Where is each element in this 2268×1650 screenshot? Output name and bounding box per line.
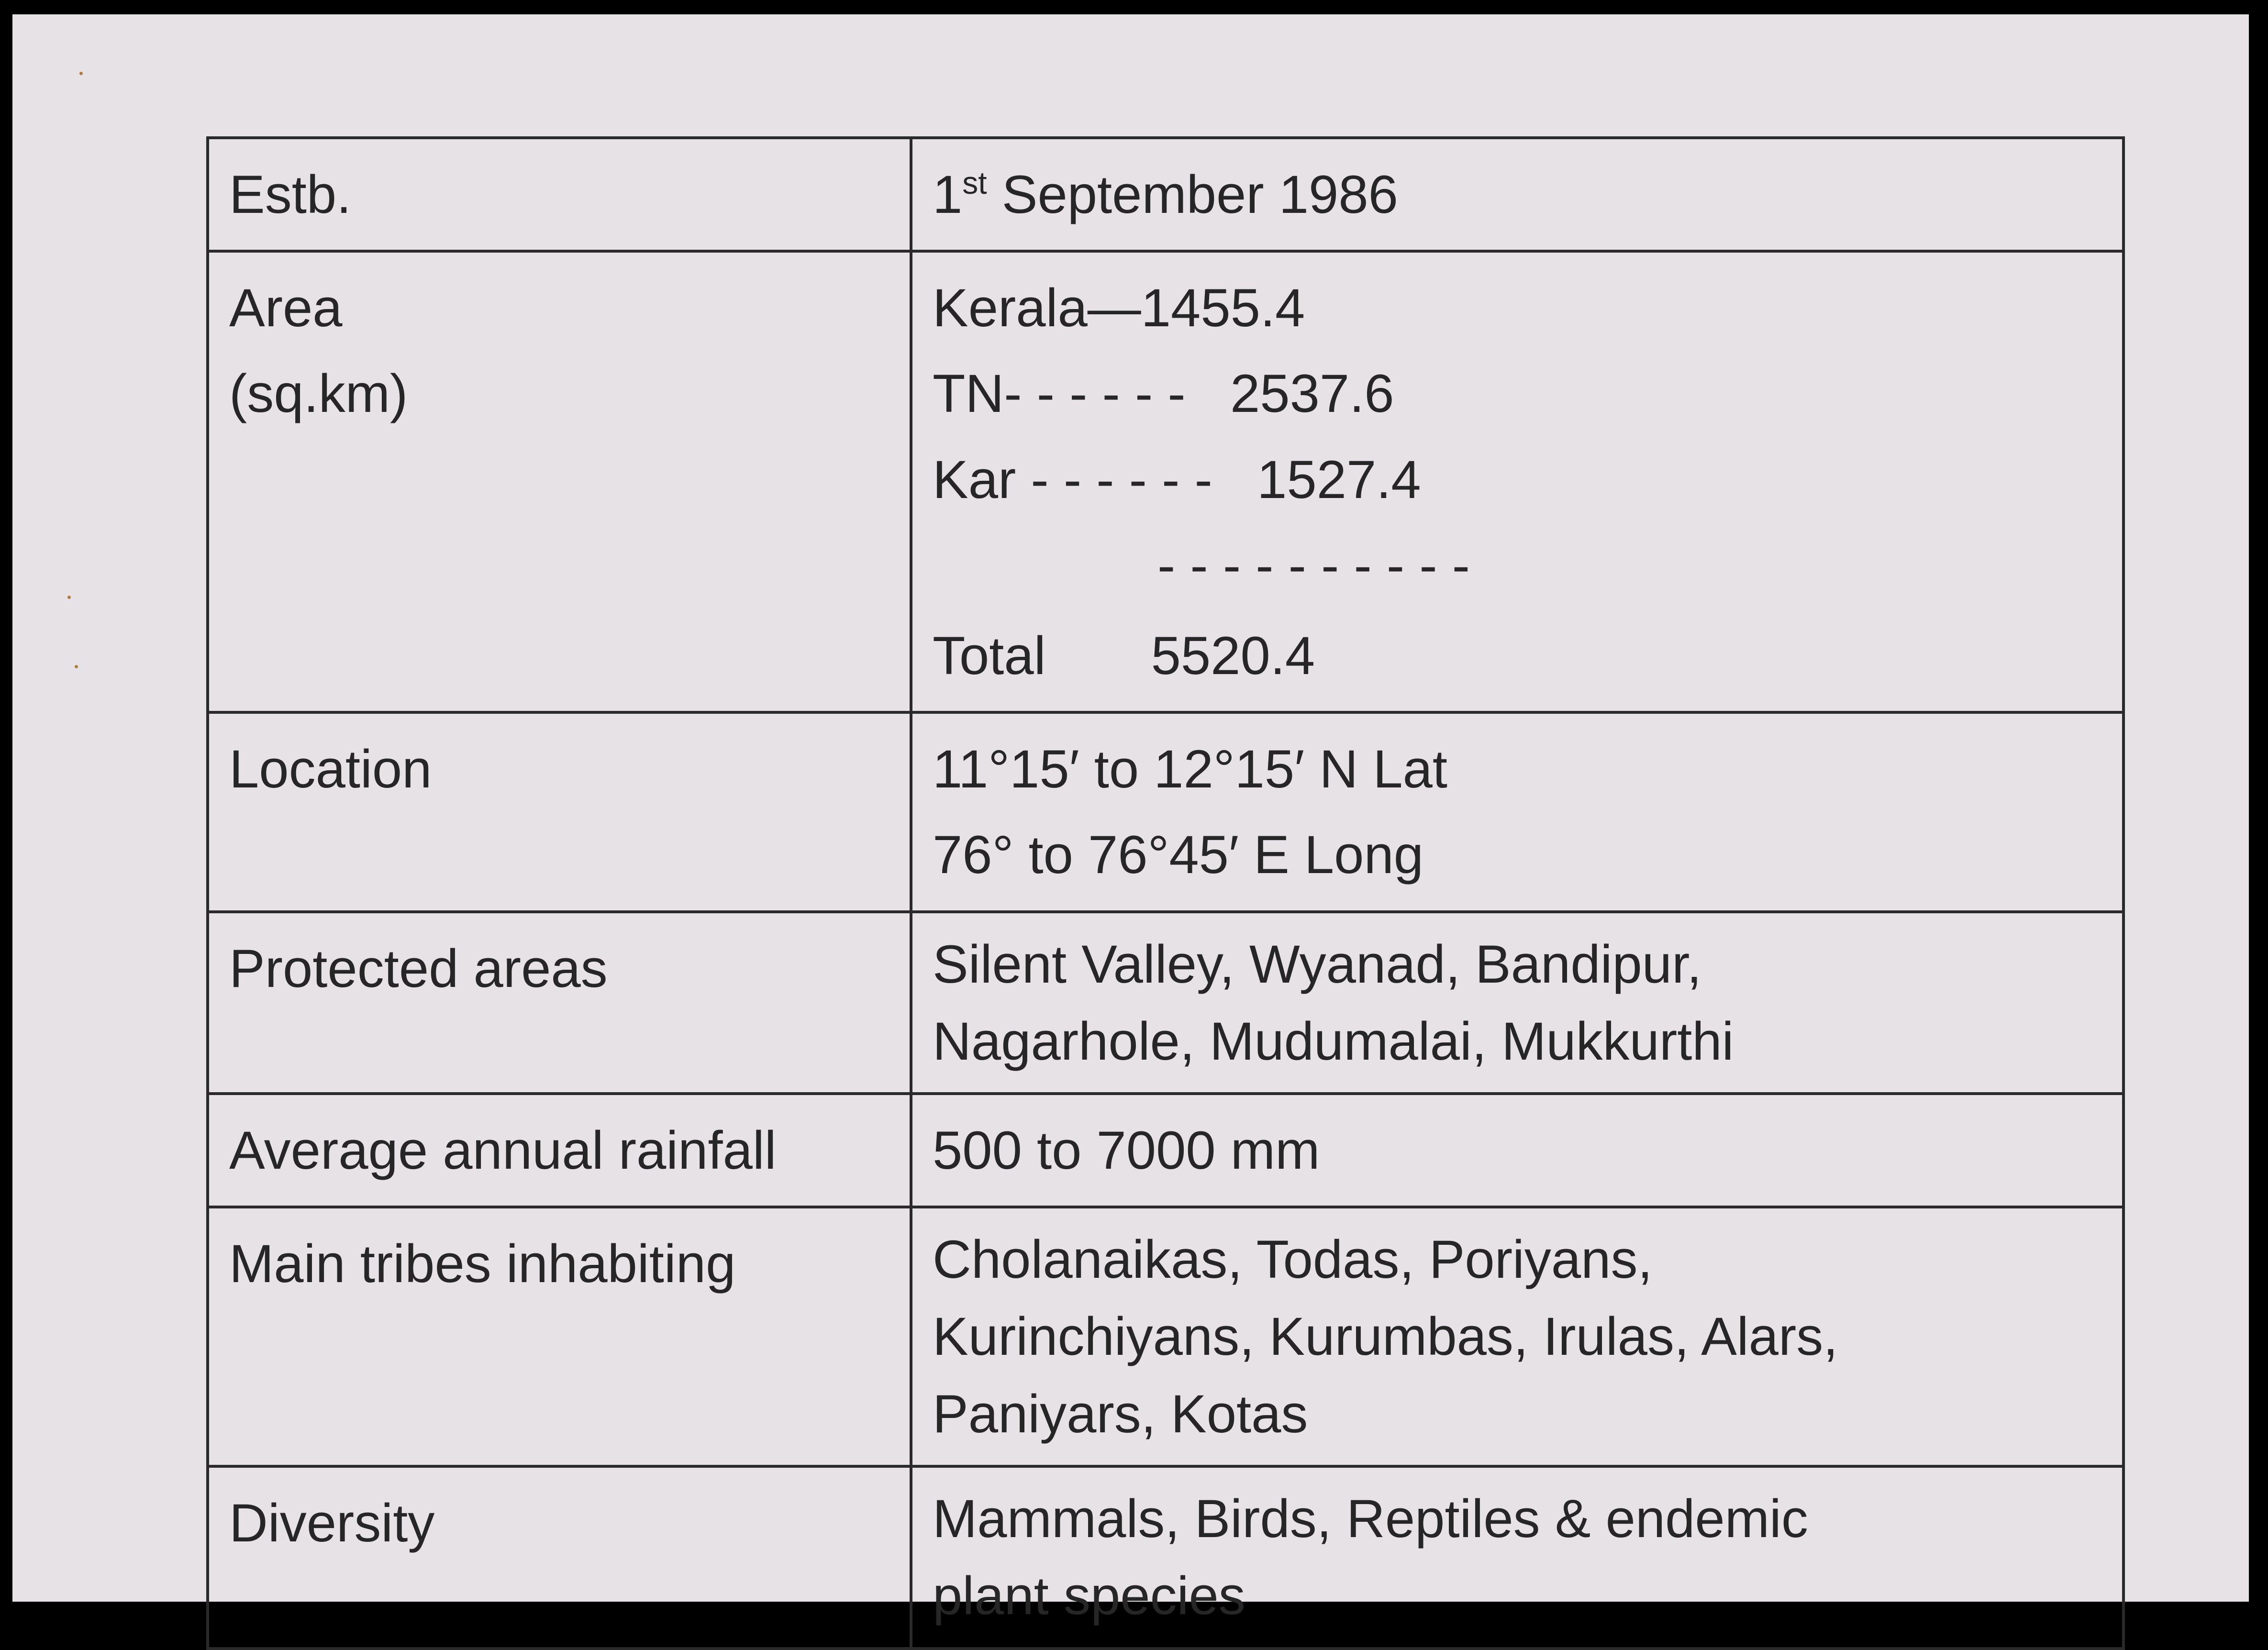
label-cell <box>208 1207 911 1466</box>
value-cell <box>911 712 2123 911</box>
protected-areas-line1: Silent Valley, Wyanad, Bandipur, <box>933 934 1702 994</box>
row-location <box>208 712 2123 911</box>
diversity-line1: Mammals, Birds, Reptiles & endemic <box>933 1489 1808 1549</box>
tribes-line1: Cholanaikas, Todas, Poriyans, <box>933 1229 1653 1290</box>
tribes-line3: Paniyars, Kotas <box>933 1384 1308 1444</box>
paper-sheet <box>12 14 2249 1626</box>
value-cell <box>911 1207 2123 1466</box>
location-latitude: 11°15′ to 12°15′ N Lat <box>933 739 1448 799</box>
diversity-line2: plant species <box>933 1566 1245 1626</box>
label-diversity: Diversity <box>229 1493 435 1553</box>
label-rainfall: Average annual rainfall <box>229 1120 777 1181</box>
label-tribes: Main tribes inhabiting <box>229 1234 736 1294</box>
row-diversity <box>208 1466 2123 1649</box>
rainfall-value: 500 to 7000 mm <box>933 1120 1320 1181</box>
speck <box>79 72 83 75</box>
speck <box>67 596 71 599</box>
row-tribes <box>208 1207 2123 1466</box>
area-total-label: Total <box>933 625 1046 686</box>
row-rainfall <box>208 1094 2123 1207</box>
label-cell <box>208 912 911 1094</box>
speck <box>75 665 78 668</box>
value-cell <box>911 1466 2123 1649</box>
value-established <box>933 152 2102 237</box>
label-area: Area <box>229 278 343 338</box>
reserve-info-table <box>206 136 2125 1650</box>
location-longitude: 76° to 76°45′ E Long <box>933 825 1424 885</box>
established-day: 1 <box>933 165 963 224</box>
label-cell <box>208 712 911 911</box>
value-cell <box>911 1094 2123 1207</box>
established-day-suffix: st <box>962 165 987 200</box>
label-cell <box>208 251 911 712</box>
value-cell <box>911 912 2123 1094</box>
label-established: Estb. <box>229 165 352 224</box>
protected-areas-line2: Nagarhole, Mudumalai, Mukkurthi <box>933 1011 1734 1071</box>
established-month-year: September 1986 <box>987 165 1398 224</box>
area-tn: TN- - - - - - 2537.6 <box>933 364 1394 424</box>
value-cell <box>911 251 2123 712</box>
label-area-unit: (sq.km) <box>229 364 408 424</box>
area-total <box>933 613 2102 698</box>
label-cell <box>208 138 911 251</box>
area-kar: Kar - - - - - - 1527.4 <box>933 449 1421 509</box>
row-area <box>208 251 2123 712</box>
value-cell <box>911 138 2123 251</box>
area-kerala: Kerala—1455.4 <box>933 278 1305 338</box>
area-sum-rule: - - - - - - - - - - <box>1157 535 1470 595</box>
label-cell <box>208 1094 911 1207</box>
row-established <box>208 138 2123 251</box>
label-cell <box>208 1466 911 1649</box>
label-location: Location <box>229 739 432 799</box>
area-total-value: 5520.4 <box>1151 625 1315 686</box>
label-protected-areas: Protected areas <box>229 938 608 998</box>
tribes-line2: Kurinchiyans, Kurumbas, Irulas, Alars, <box>933 1307 1838 1367</box>
row-protected-areas <box>208 912 2123 1094</box>
